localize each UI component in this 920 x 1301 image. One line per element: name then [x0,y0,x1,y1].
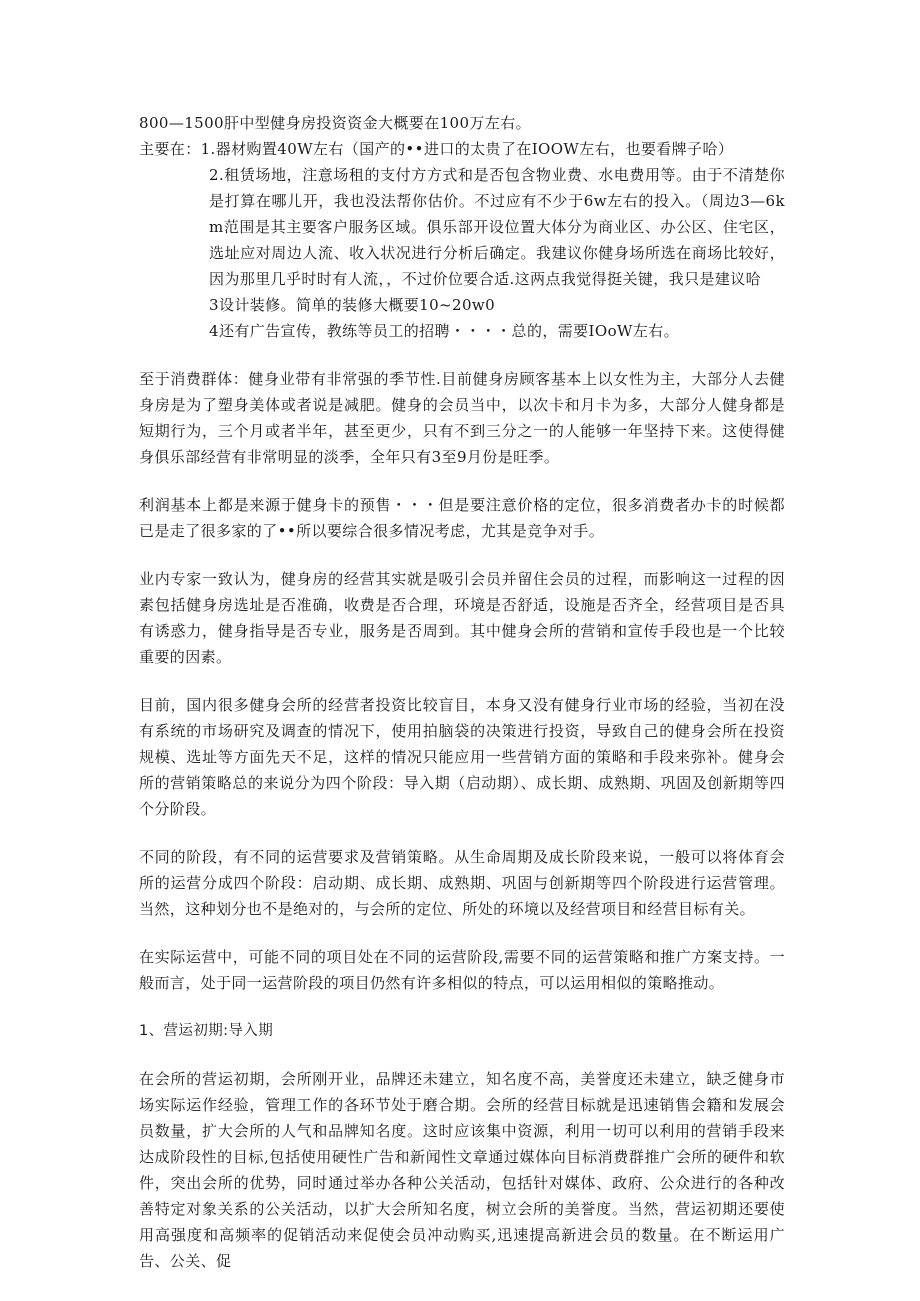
section-heading: 1、营运初期:导入期 [139,1023,274,1039]
document-page [139,110,785,1274]
paragraph-stages: 不同的阶段，有不同的运营要求及营销策略。从生命周期及成长阶段来说，一般可以将体育会所的运营分成四个阶段：启动期、成长期、成熟期、巩固与创新期等四个阶段进行运营管理。当然，这种划分也不是绝对的，与会所的定位、所处的环境以及经营项目和经营目标有关。 [139,848,785,918]
paragraph-profit: 利润基本上都是来源于健身卡的预售・・・但是要注意价格的定位，很多消费者办卡的时候都已是走了很多家的了••所以要综合很多情况考虑，尤其是竞争对手。 [139,496,785,540]
intro-line: 800—1500肝中型健身房投资资金大概要在100万左右。 [139,114,532,132]
paragraph-consumers: 至于消费群体：健身业带有非常强的季节性.目前健身房顾客基本上以女性为主，大部分人去健身房是为了塑身美体或者说是减肥。健身的会员当中，以次卡和月卡为多，大部分人健身都是短期行为，三个月或者半年，甚至更少，只有不到三分之一的人能够一年坚持下来。这使得健身俱乐部经营有非常明显的淡季，全年只有3至9月份是旺季。 [139,370,785,466]
paragraph-initial-stage: 在会所的营运初期，会所刚开业，品牌还未建立，知名度不高，美誉度还未建立，缺乏健身市场实际运作经验，管理工作的各环节处于磨合期。会所的经营目标就是迅速销售会籍和发展会员数量，扩大会所的人气和品牌知名度。这时应该集中资源，利用一切可以利用的营销手段来达成阶段性的目标,包括使用硬性广告和新闻性文章通过媒体向目标消费群推广会所的硬件和软件，突出会所的优势，同时通过举办各种公关活动，包括针对媒体、政府、公众进行的各种改善特定对象关系的公关活动，以扩大会所知名度，树立会所的美誉度。当然，营运初期还要使用高强度和高频率的促销活动来促使会员冲动购买,迅速提高新进会员的数量。在不断运用广告、公关、促 [139,1070,785,1270]
item-decoration: 3设计装修。简单的装修大概要10~20w0 [209,296,496,314]
paragraph-practice: 在实际运营中，可能不同的项目处在不同的运营阶段,需要不同的运营策略和推广方案支持。一般而言，处于同一运营阶段的项目仍然有许多相似的特点，可以运用相似的策略推动。 [139,948,785,992]
item-venue-rental: 2.租赁场地，注意场租的支付方方式和是否包含物业费、水电费用等。由于不清楚你是打算在哪儿开，我也没法帮你估价。不过应有不少于6w左右的投入。（周边3—6km范围是其主要客户服务区域。俱乐部开设位置大体分为商业区、办公区、住宅区，选址应对周边人流、收入状况进行分析后确定。我建议你健身场所选在商场比较好，因为那里几乎时时有人流，，不过价位要合适.这两点我觉得挺关键，我只是建议哈 [209,166,785,288]
paragraph-current-situation: 目前，国内很多健身会所的经营者投资比较盲目，本身又没有健身行业市场的经验，当初在没有系统的市场研究及调查的情况下，使用拍脑袋的决策进行投资，导致自己的健身会所在投资规模、选址等方面先天不足，这样的情况只能应用一些营销方面的策略和手段来弥补。健身会所的营销策略总的来说分为四个阶段：导入期（启动期）、成长期、成熟期、巩固及创新期等四个分阶段。 [139,696,785,818]
paragraph-experts: 业内专家一致认为，健身房的经营其实就是吸引会员并留住会员的过程，而影响这一过程的因素包括健身房选址是否准确，收费是否合理，环境是否舒适，设施是否齐全，经营项目是否具有诱惑力，健身指导是否专业，服务是否周到。其中健身会所的营销和宣传手段也是一个比较重要的因素。 [139,570,785,666]
item-equipment: 主要在：1.器材购置40W左右（国产的••进口的太贵了在IOOW左右，也要看牌子哈） [139,140,734,158]
item-advertising: 4还有广告宣传，教练等员工的招聘・・・・总的，需要IOoW左右。 [209,322,680,340]
